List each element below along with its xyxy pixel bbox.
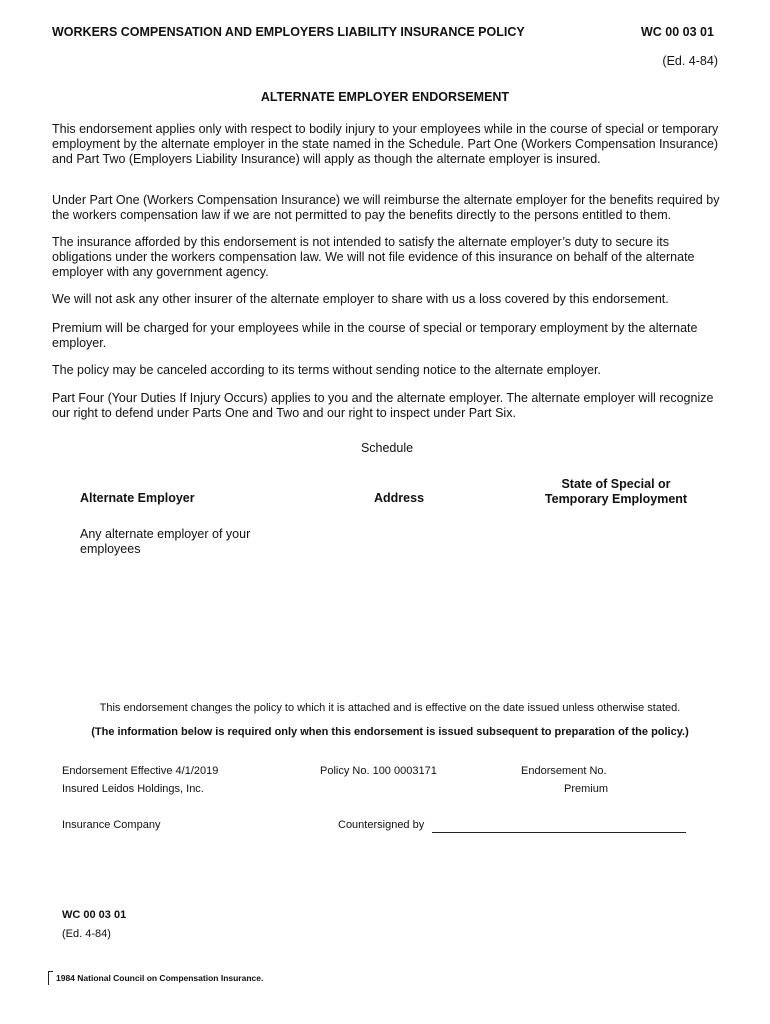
schedule-title: Schedule [360, 441, 414, 455]
subsequent-issue-note: (The information below is required only when this endorsement is issued subsequent to preparation of the policy.) [91, 726, 689, 738]
schedule-column-state: State of Special or Temporary Employment [544, 477, 688, 506]
paragraph-obligations: The insurance afforded by this endorsement is not intended to satisfy the alternate employer’s duty to secure its obligations under the workers compensation law. We will not file evidence of this insurance on behalf of the alternate employer with any government agency. [52, 235, 695, 279]
countersignature-line [432, 832, 686, 833]
paragraph-applicability: This endorsement applies only with respect to bodily injury to your employees while in the course of special or temporary employment by the alternate employer in the state named in the Schedule. Part One (Workers Compensation Insurance) and Part Two (Employers Liability Insurance) will apply as though the alternate employer is insured. [52, 122, 719, 166]
footer-edition: (Ed. 4-84) [62, 928, 111, 940]
paragraph-premium: Premium will be charged for your employees while in the course of special or temporary employment by the alternate employer. [52, 321, 698, 350]
insured-name: Insured Leidos Holdings, Inc. [62, 783, 204, 795]
insurance-company: Insurance Company [62, 819, 161, 831]
paragraph-duties: Part Four (Your Duties If Injury Occurs) applies to you and the alternate employer. The alternate employer will recognize our right to defend under Parts One and Two and our right to inspect under Part Six. [52, 391, 714, 420]
edition-label: (Ed. 4-84) [662, 54, 718, 68]
paragraph-reimbursement: Under Part One (Workers Compensation Insurance) we will reimburse the alternate employer for the benefits required by the workers compensation law if we are not permitted to pay the benefits directly to the persons entitled to them. [52, 193, 720, 222]
premium-label: Premium [564, 783, 609, 795]
schedule-employer-value: Any alternate employer of your employees [80, 527, 251, 556]
footer-form-code: WC 00 03 01 [62, 909, 127, 921]
endorsement-effective: Endorsement Effective 4/1/2019 [62, 765, 219, 777]
paragraph-other-insurer: We will not ask any other insurer of the alternate employer to share with us a loss covered by this endorsement. [52, 292, 669, 306]
countersigned-label: Countersigned by [338, 819, 425, 831]
copyright-bracket-icon [48, 971, 53, 985]
policy-header-title: WORKERS COMPENSATION AND EMPLOYERS LIABILITY INSURANCE POLICY [52, 25, 525, 39]
policy-number: Policy No. 100 0003171 [320, 765, 437, 777]
endorsement-number: Endorsement No. [521, 765, 607, 777]
endorsement-effect-note: This endorsement changes the policy to which it is attached and is effective on the date issued unless otherwise stated. [99, 702, 681, 714]
schedule-column-address: Address [374, 491, 425, 505]
schedule-column-alternate-employer: Alternate Employer [80, 491, 195, 505]
endorsement-title: ALTERNATE EMPLOYER ENDORSEMENT [260, 90, 510, 104]
paragraph-cancellation: The policy may be canceled according to its terms without sending notice to the alternate employer. [52, 363, 601, 377]
form-code: WC 00 03 01 [641, 25, 714, 39]
copyright-notice: 1984 National Council on Compensation Insurance. [56, 973, 264, 983]
